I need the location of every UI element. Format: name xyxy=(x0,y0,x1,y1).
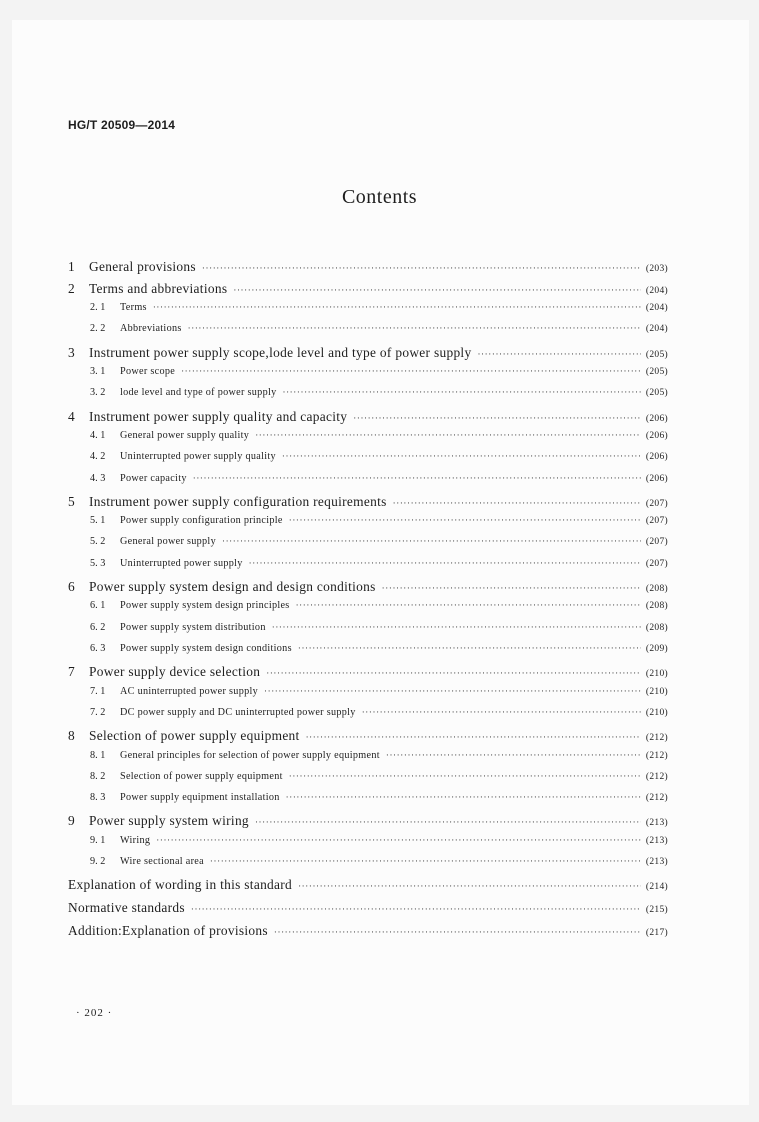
page-title: Contents xyxy=(341,186,418,208)
toc-entry-number: 3. 2 xyxy=(90,387,106,399)
toc-entry-page-number: (212) xyxy=(645,771,668,782)
dot-leader xyxy=(233,285,641,295)
dot-leader xyxy=(477,349,640,359)
toc-entry-page-number: (212) xyxy=(645,750,668,761)
toc-entry-page-number: (212) xyxy=(645,732,668,743)
dot-leader xyxy=(353,413,641,423)
toc-entry-label: Power supply system design conditions xyxy=(120,642,292,654)
toc-entry-page-number: (213) xyxy=(645,835,668,846)
dot-leader xyxy=(153,302,641,312)
dot-leader xyxy=(298,881,641,891)
dot-leader xyxy=(282,451,641,461)
toc-entry-label: Selection of power supply equipment xyxy=(120,770,283,782)
dot-leader xyxy=(274,927,641,937)
toc-entry-page-number: (207) xyxy=(645,516,668,527)
toc-entry-page-number: (204) xyxy=(645,303,668,314)
toc-subsection-entry[interactable] xyxy=(68,600,668,621)
toc-entry-label: Normative standards xyxy=(68,900,185,916)
dot-leader xyxy=(386,750,641,760)
toc-entry-number: 1 xyxy=(68,259,75,274)
toc-entry-label: Power supply device selection xyxy=(89,664,261,679)
toc-section-entry[interactable] xyxy=(68,494,668,516)
toc-section-entry[interactable] xyxy=(68,259,668,281)
toc-entry-number: 2. 1 xyxy=(90,302,106,314)
toc-entry-number: 8. 3 xyxy=(90,791,106,803)
dot-leader xyxy=(188,323,641,333)
toc-entry-number: 6 xyxy=(68,578,75,594)
toc-subsection-entry[interactable] xyxy=(68,643,668,664)
toc-entry-number: 4. 1 xyxy=(90,430,106,442)
toc-entry-number: 9. 2 xyxy=(90,855,106,867)
toc-entry-page-number: (206) xyxy=(645,473,668,484)
toc-entry-page-number: (208) xyxy=(645,583,668,594)
toc-entry-label: Power supply system design principles xyxy=(120,600,290,612)
toc-entry-number: 5. 1 xyxy=(90,515,106,527)
dot-leader xyxy=(222,536,641,546)
toc-entry-page-number: (210) xyxy=(645,669,668,679)
toc-entry-label: DC power supply and DC uninterrupted power supply xyxy=(120,706,356,718)
toc-subsection-entry[interactable] xyxy=(68,473,668,494)
toc-section-entry[interactable] xyxy=(68,728,668,750)
toc-entry-label: Instrument power supply quality and capacity xyxy=(89,408,348,424)
toc-entry-label: General provisions xyxy=(89,259,196,274)
toc-entry-number: 4. 2 xyxy=(90,451,106,463)
toc-subsection-entry[interactable] xyxy=(68,536,668,557)
dot-leader xyxy=(289,515,641,525)
toc-entry-page-number: (205) xyxy=(645,367,668,378)
toc-subsection-entry[interactable] xyxy=(68,856,668,877)
dot-leader xyxy=(202,263,641,273)
toc-subsection-entry[interactable] xyxy=(68,302,668,323)
toc-entry-page-number: (208) xyxy=(645,622,668,633)
toc-section-entry[interactable] xyxy=(68,579,668,601)
toc-section-entry[interactable] xyxy=(68,664,668,686)
toc-entry-label: Terms and abbreviations xyxy=(89,280,228,296)
toc-entry-page-number: (207) xyxy=(645,537,668,548)
toc-appendix-entry[interactable] xyxy=(68,923,668,946)
toc-entry-number: 5. 3 xyxy=(90,557,106,569)
dot-leader xyxy=(255,817,641,827)
toc-entry-page-number: (203) xyxy=(645,264,668,274)
dot-leader xyxy=(393,498,641,508)
toc-entry-label: Instrument power supply scope,lode level and type of power supply xyxy=(89,344,472,360)
toc-entry-page-number: (206) xyxy=(645,452,668,463)
toc-entry-number: 5 xyxy=(68,493,75,509)
toc-entry-page-number: (215) xyxy=(645,905,668,916)
dot-leader xyxy=(296,600,641,610)
toc-section-entry[interactable] xyxy=(68,345,668,367)
standard-code: HG/T 20509—2014 xyxy=(68,118,176,132)
toc-entry-number: 8. 1 xyxy=(90,749,106,761)
toc-entry-label: General power supply quality xyxy=(120,430,250,442)
toc-entry-label: Addition:Explanation of provisions xyxy=(68,923,268,939)
toc-entry-label: Wiring xyxy=(120,834,151,846)
dot-leader xyxy=(306,732,641,742)
toc-subsection-entry[interactable] xyxy=(68,686,668,707)
toc-entry-number: 2. 2 xyxy=(90,323,106,335)
toc-entry-page-number: (209) xyxy=(645,643,668,654)
dot-leader xyxy=(156,835,641,845)
dot-leader xyxy=(289,771,641,781)
toc-entry-page-number: (204) xyxy=(645,285,668,296)
dot-leader xyxy=(286,792,641,802)
toc-subsection-entry[interactable] xyxy=(68,750,668,771)
toc-entry-page-number: (204) xyxy=(645,324,668,335)
page-folio: · 202 · xyxy=(76,1007,113,1019)
table-of-contents xyxy=(68,259,668,947)
toc-entry-page-number: (208) xyxy=(645,601,668,612)
toc-subsection-entry[interactable] xyxy=(68,792,668,813)
dot-leader xyxy=(266,668,641,678)
toc-entry-number: 5. 2 xyxy=(90,536,106,548)
toc-entry-label: Instrument power supply configuration requirements xyxy=(89,493,387,509)
toc-entry-label: Power scope xyxy=(120,366,176,378)
dot-leader xyxy=(210,856,641,866)
toc-entry-page-number: (206) xyxy=(645,413,668,424)
toc-entry-number: 3 xyxy=(68,344,75,360)
toc-appendix-entry[interactable] xyxy=(68,877,668,900)
toc-entry-page-number: (205) xyxy=(645,349,668,360)
toc-entry-label: Wire sectional area xyxy=(120,855,204,867)
toc-entry-number: 4. 3 xyxy=(90,472,106,484)
toc-entry-page-number: (213) xyxy=(645,818,668,829)
toc-appendix-entry[interactable] xyxy=(68,900,668,923)
toc-entry-number: 6. 1 xyxy=(90,600,106,612)
toc-entry-page-number: (210) xyxy=(645,686,668,697)
toc-entry-number: 7. 1 xyxy=(90,685,106,697)
toc-subsection-entry[interactable] xyxy=(68,430,668,451)
toc-subsection-entry[interactable] xyxy=(68,835,668,856)
toc-entry-label: Explanation of wording in this standard xyxy=(68,877,293,893)
toc-entry-page-number: (206) xyxy=(645,431,668,442)
dot-leader xyxy=(181,366,641,376)
toc-subsection-entry[interactable] xyxy=(68,622,668,643)
toc-entry-page-number: (212) xyxy=(645,792,668,803)
toc-entry-number: 8. 2 xyxy=(90,770,106,782)
dot-leader xyxy=(191,904,641,914)
toc-entry-label: Abbreviations xyxy=(120,323,182,335)
toc-entry-label: Power supply configuration principle xyxy=(120,515,283,527)
toc-entry-label: Power supply system wiring xyxy=(89,813,249,829)
dot-leader xyxy=(193,473,641,483)
toc-entry-number: 9. 1 xyxy=(90,834,106,846)
toc-entry-number: 3. 1 xyxy=(90,366,106,378)
toc-subsection-entry[interactable] xyxy=(68,558,668,579)
toc-entry-page-number: (214) xyxy=(645,882,668,893)
toc-entry-number: 9 xyxy=(68,813,75,829)
toc-entry-page-number: (205) xyxy=(645,388,668,399)
toc-entry-page-number: (207) xyxy=(645,498,668,509)
dot-leader xyxy=(264,686,641,696)
toc-entry-label: Uninterrupted power supply xyxy=(120,557,243,569)
toc-subsection-entry[interactable] xyxy=(68,323,668,344)
dot-leader xyxy=(282,387,640,397)
toc-entry-page-number: (213) xyxy=(645,856,668,867)
toc-entry-number: 8 xyxy=(68,727,75,743)
toc-entry-number: 7 xyxy=(68,664,75,679)
toc-entry-label: lode level and type of power supply xyxy=(120,387,277,399)
dot-leader xyxy=(255,430,641,440)
dot-leader xyxy=(362,707,641,717)
toc-entry-label: Power supply equipment installation xyxy=(120,791,280,803)
toc-entry-label: Power capacity xyxy=(120,472,187,484)
toc-entry-label: Terms xyxy=(120,302,147,314)
toc-entry-label: Selection of power supply equipment xyxy=(89,727,300,743)
toc-section-entry[interactable] xyxy=(68,813,668,835)
toc-entry-label: AC uninterrupted power supply xyxy=(120,685,259,697)
toc-entry-number: 7. 2 xyxy=(90,706,106,718)
toc-entry-label: Power supply system design and design conditions xyxy=(89,578,376,594)
dot-leader xyxy=(298,643,641,653)
toc-entry-number: 4 xyxy=(68,408,75,424)
dot-leader xyxy=(382,583,641,593)
dot-leader xyxy=(272,622,641,632)
toc-entry-label: General power supply xyxy=(120,536,216,548)
toc-entry-number: 6. 2 xyxy=(90,621,106,633)
toc-entry-number: 2 xyxy=(68,280,75,296)
toc-entry-page-number: (217) xyxy=(645,928,668,939)
toc-section-entry[interactable] xyxy=(68,281,668,303)
toc-subsection-entry[interactable] xyxy=(68,707,668,728)
toc-subsection-entry[interactable] xyxy=(68,366,668,387)
toc-entry-label: Power supply system distribution xyxy=(120,621,266,633)
toc-entry-page-number: (210) xyxy=(645,707,668,718)
toc-entry-number: 6. 3 xyxy=(90,642,106,654)
toc-entry-page-number: (207) xyxy=(645,558,668,569)
toc-subsection-entry[interactable] xyxy=(68,451,668,472)
toc-subsection-entry[interactable] xyxy=(68,387,668,408)
toc-section-entry[interactable] xyxy=(68,409,668,431)
dot-leader xyxy=(249,558,641,568)
toc-subsection-entry[interactable] xyxy=(68,515,668,536)
toc-entry-label: Uninterrupted power supply quality xyxy=(120,451,276,463)
toc-entry-label: General principles for selection of power supply equipment xyxy=(120,749,380,761)
toc-subsection-entry[interactable] xyxy=(68,771,668,792)
